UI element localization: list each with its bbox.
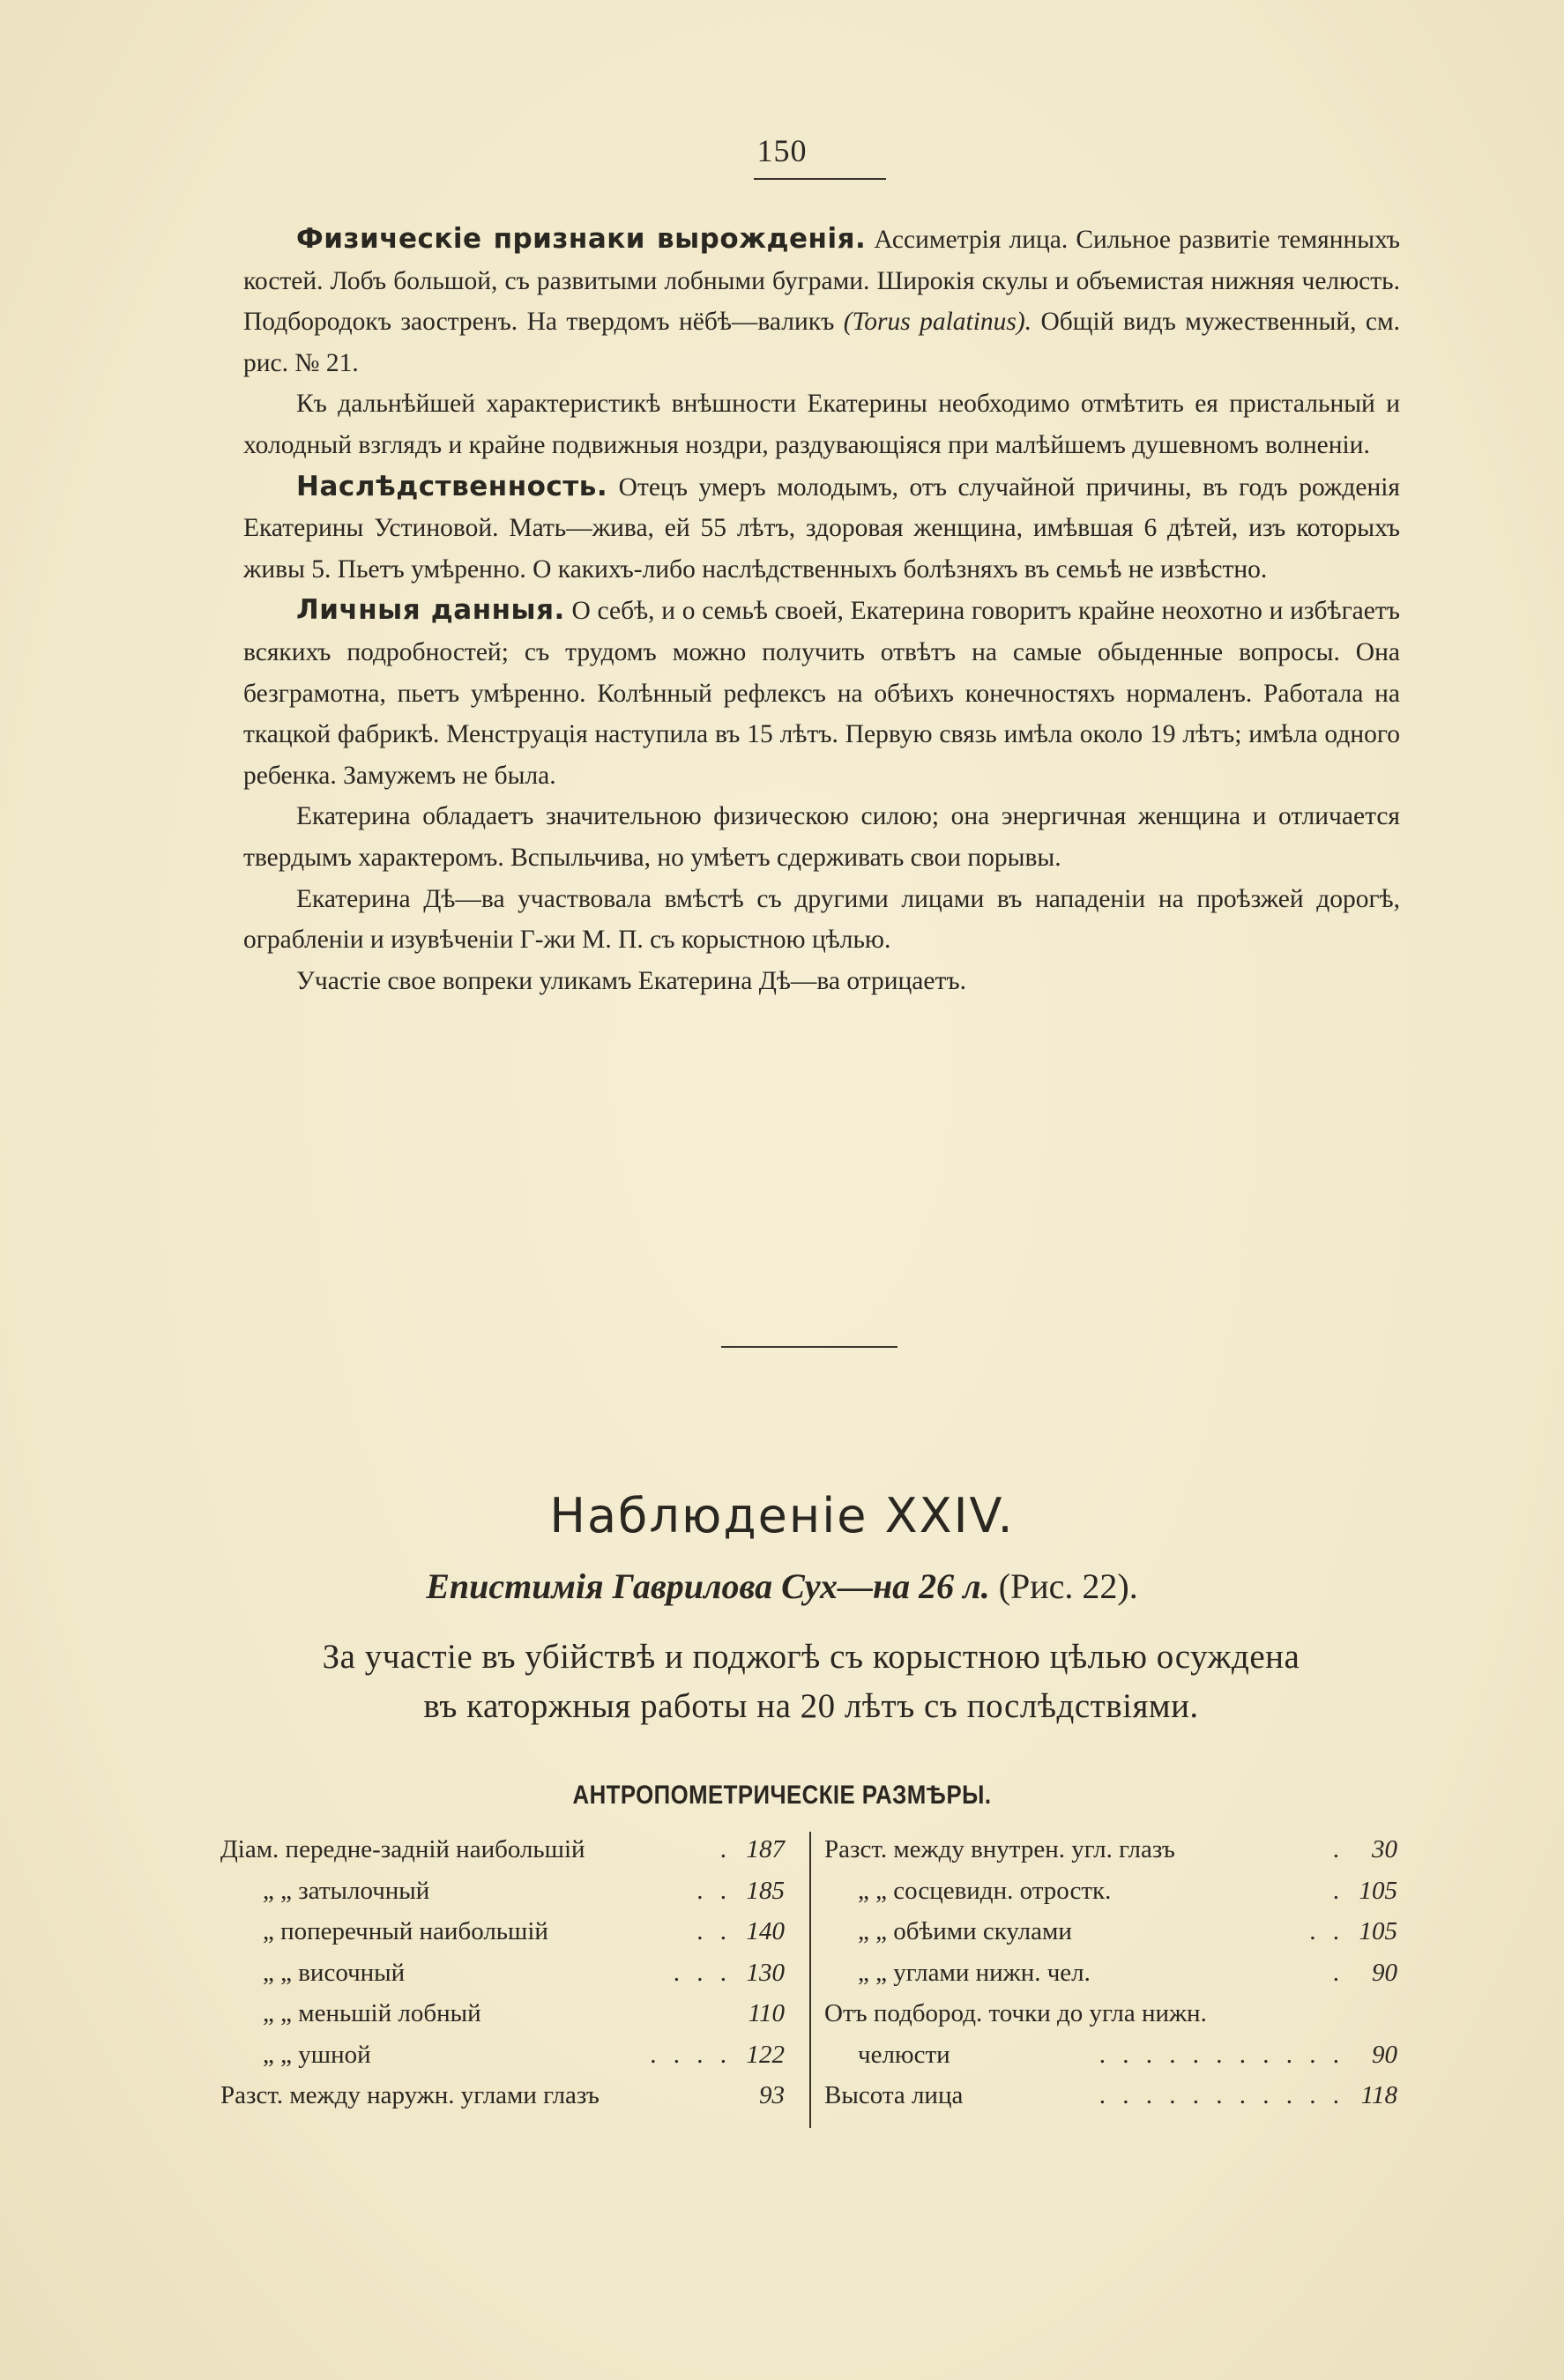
measurement-label: „ „ углами нижн. чел. xyxy=(858,1958,1091,1987)
leader-dots xyxy=(481,1993,735,2034)
measurement-value: 105 xyxy=(1359,1917,1397,1945)
measurement-value: 187 xyxy=(746,1835,785,1863)
section-heading-heredity: Наслѣдственность. xyxy=(296,470,608,502)
paragraph-appearance: Къ дальнѣйшей характеристикѣ внѣшности Екатерины необходимо отмѣтить ея пристальный и холодный взглядъ и крайне подвижныя ноздри, раздувающіяся при малѣйшемъ душевномъ волненіи. xyxy=(243,390,1400,459)
measurement-row xyxy=(220,1952,785,1994)
measurement-value: 118 xyxy=(1360,2081,1397,2109)
latin-term: (Torus palatinus). xyxy=(843,308,1032,337)
measurement-row xyxy=(220,2034,785,2076)
table-title: АНТРОПОМЕТРИЧЕСКІЕ РАЗМѢРЫ. xyxy=(572,1781,992,1810)
measurement-value: 30 xyxy=(1372,1835,1397,1863)
paragraph-text: Ассиметрія лица. Сильное развитіе темянныхъ костей. Лобъ большой, съ развитыми лобными буграми. Широкія скулы и объемистая нижняя челюсть. Подбородокъ заостренъ. На твердомъ нёбѣ—валикъ xyxy=(243,226,1401,337)
section-heading-physical-signs: Физическіе признаки вырожденія. xyxy=(296,223,867,255)
leader-dots: . xyxy=(1332,1835,1344,1863)
leader-dots: . xyxy=(719,1835,732,1863)
leader-dots: . . . xyxy=(673,1958,732,1987)
measurement-row xyxy=(824,1871,1397,1912)
measurement-value: 185 xyxy=(746,1876,785,1905)
header-rule xyxy=(754,178,886,180)
subject-line xyxy=(0,1566,1564,1607)
paragraph-text: Отецъ умеръ молодымъ, отъ случайной причины, въ годъ рожденія Екатерины Устиновой. Мать—жива, ей 55 лѣтъ, здоровая женщина, имѣвшая 6 дѣтей, изъ которыхъ живы 5. Пьетъ умѣренно. О какихъ-либо наслѣдственныхъ болѣзняхъ въ семьѣ не извѣстно. xyxy=(243,472,1400,584)
paragraph-crime: Екатерина Дѣ—ва участвовала вмѣстѣ съ другими лицами въ нападеніи на проѣзжей дорогѣ, ограбленіи и изувѣченіи Г-жи М. П. съ корыстною цѣлью. xyxy=(243,884,1400,955)
subject-name: Епистимія Гаврилова Сух—на 26 л. xyxy=(426,1566,990,1606)
figure-reference: (Рис. 22). xyxy=(989,1566,1138,1606)
leader-dots xyxy=(1207,1993,1348,2034)
column-divider xyxy=(809,1832,811,2128)
paragraph-text: О себѣ, и о семьѣ своей, Екатерина говоритъ крайне неохотно и избѣгаетъ всякихъ подробностей; съ трудомъ можно получить отвѣтъ на самые обыденные вопросы. Она безграмотна, пьетъ умѣренно. Колѣнный рефлексъ на обѣихъ конечностяхъ нормаленъ. Работала на ткацкой фабрикѣ. Менструація наступила въ 15 лѣтъ. Первую связь имѣла около 19 лѣтъ; имѣла одного ребенка. Замужемъ не была. xyxy=(243,597,1400,790)
leader-dots xyxy=(600,2075,735,2116)
page-number: 150 xyxy=(756,133,808,168)
measurement-value: 90 xyxy=(1372,2040,1397,2069)
measurement-row xyxy=(824,1993,1397,2034)
measurement-value: 122 xyxy=(746,2040,785,2069)
leader-dots: . . . . . . . . . . . xyxy=(1099,2081,1344,2109)
measurements-right-column xyxy=(824,1829,1397,2116)
leader-dots: . . . . . . . . . . . xyxy=(1099,2040,1344,2069)
leader-dots: . xyxy=(1332,1876,1344,1905)
measurement-value: 105 xyxy=(1359,1876,1397,1905)
case-description xyxy=(243,219,1400,1001)
measurement-label: Отъ подбород. точки до угла нижн. xyxy=(824,1999,1207,2027)
paragraph-personal-data xyxy=(243,590,1400,796)
measurement-label: Разст. между наружн. углами глазъ xyxy=(220,2081,600,2109)
leader-dots: . . xyxy=(696,1876,732,1905)
paragraph-denial: Участіе свое вопреки уликамъ Екатерина Дѣ—ва отрицаетъ. xyxy=(296,966,967,995)
paragraph-physical-signs xyxy=(243,219,1400,383)
measurement-label: челюсти xyxy=(858,2040,950,2069)
measurement-row xyxy=(824,1952,1397,1994)
measurement-value: 140 xyxy=(746,1917,785,1945)
measurement-value: 90 xyxy=(1372,1958,1397,1987)
verdict-line: За участіе въ убійствѣ и поджогѣ съ корыстною цѣлью осуждена xyxy=(322,1638,1300,1676)
verdict xyxy=(220,1633,1402,1731)
measurement-label: „ „ затылочный xyxy=(263,1876,430,1905)
measurement-row xyxy=(824,1911,1397,1952)
measurement-row xyxy=(824,1829,1397,1871)
measurement-row xyxy=(220,1871,785,1912)
measurement-label: „ „ ушной xyxy=(263,2040,371,2069)
paragraph-heredity xyxy=(243,466,1400,591)
measurement-label: „ поперечный наибольшій xyxy=(263,1917,548,1945)
observation-title: Наблюденіе XXIV. xyxy=(549,1488,1015,1543)
measurement-value: 93 xyxy=(759,2081,785,2109)
measurement-value xyxy=(1348,1993,1397,2034)
measurement-row xyxy=(220,1829,785,1871)
section-divider xyxy=(721,1346,897,1348)
leader-dots: . xyxy=(1332,1958,1344,1987)
verdict-line: въ каторжныя работы на 20 лѣтъ съ послѣдствіями. xyxy=(423,1687,1199,1725)
measurement-label: „ „ сосцевидн. отростк. xyxy=(858,1876,1112,1905)
measurement-value: 110 xyxy=(748,1999,785,2027)
measurement-label: Разст. между внутрен. угл. глазъ xyxy=(824,1835,1175,1863)
measurement-label: Высота лица xyxy=(824,2081,964,2109)
section-heading-personal-data: Личныя данныя. xyxy=(296,594,565,627)
leader-dots: . . . . xyxy=(650,2040,732,2069)
measurement-label: „ „ височный xyxy=(263,1958,406,1987)
measurement-label: „ „ меньшій лобный xyxy=(263,1999,481,2027)
paragraph-character: Екатерина обладаетъ значительною физическою силою; она энергичная женщина и отличается твердымъ характеромъ. Вспыльчива, но умѣетъ сдерживать свои порывы. xyxy=(243,802,1400,872)
measurement-label: Діам. передне-задній наибольшій xyxy=(220,1835,585,1863)
measurement-row xyxy=(220,2075,785,2116)
paragraph-text: Общій видъ мужественный, см. рис. № 21. xyxy=(243,308,1400,377)
leader-dots: . . xyxy=(1309,1917,1344,1945)
measurement-row xyxy=(220,1911,785,1952)
measurement-row xyxy=(824,2034,1397,2076)
measurement-value: 130 xyxy=(746,1958,785,1987)
measurement-row xyxy=(824,2075,1397,2116)
leader-dots: . . xyxy=(696,1917,732,1945)
measurements-left-column xyxy=(220,1829,785,2116)
measurement-row xyxy=(220,1993,785,2034)
measurement-label: „ „ обѣими скулами xyxy=(858,1917,1072,1945)
